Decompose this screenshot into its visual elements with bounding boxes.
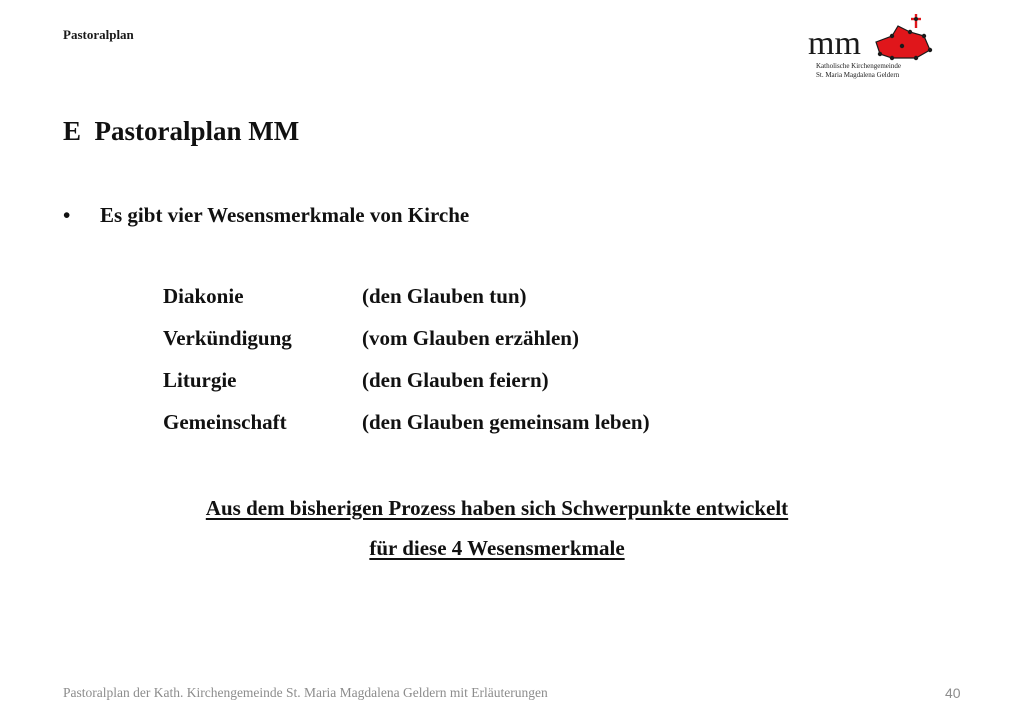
mark-row xyxy=(163,326,863,368)
mark-description: (den Glauben feiern) xyxy=(362,368,549,392)
marks-list xyxy=(163,284,863,452)
mark-term: Diakonie xyxy=(163,284,244,308)
slide-title: E Pastoralplan MM xyxy=(63,116,300,146)
conclusion-line-2: für diese 4 Wesensmerkmale xyxy=(369,536,625,560)
mark-term: Verkündigung xyxy=(163,326,292,350)
page-number: 40 xyxy=(945,685,961,701)
mark-row xyxy=(163,410,863,452)
conclusion xyxy=(0,488,994,568)
bullet-text: Es gibt vier Wesensmerkmale von Kirche xyxy=(100,203,470,227)
logo-line-2: St. Maria Magdalena Geldern xyxy=(816,71,900,79)
footer-text: Pastoralplan der Kath. Kirchengemeinde St. Maria Magdalena Geldern mit Erläuterungen xyxy=(63,685,548,700)
header-label: Pastoralplan xyxy=(63,27,134,42)
mark-term: Liturgie xyxy=(163,368,237,392)
mark-row xyxy=(163,284,863,326)
mark-description: (vom Glauben erzählen) xyxy=(362,326,579,350)
church-logo-icon xyxy=(806,12,936,64)
logo-line-1: Katholische Kirchengemeinde xyxy=(816,62,901,70)
logo-text: mm xyxy=(808,25,861,62)
church-shape-icon xyxy=(876,26,930,58)
mark-row xyxy=(163,368,863,410)
mark-term: Gemeinschaft xyxy=(163,410,287,434)
conclusion-line-1: Aus dem bisherigen Prozess haben sich Schwerpunkte entwickelt xyxy=(205,496,789,520)
mark-description: (den Glauben gemeinsam leben) xyxy=(362,410,650,434)
mark-description: (den Glauben tun) xyxy=(362,284,527,308)
parish-logo xyxy=(806,12,936,84)
bullet-dot-icon: • xyxy=(63,203,71,227)
